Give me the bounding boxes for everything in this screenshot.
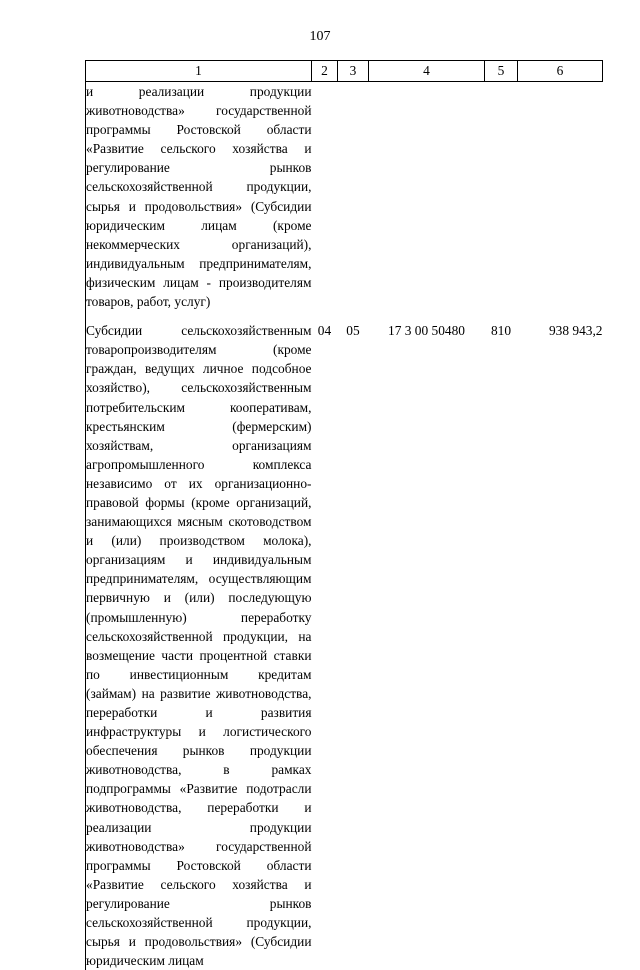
table-header-row [86, 61, 603, 82]
header-col-4: 4 [369, 61, 485, 82]
table-row-continuation [86, 82, 603, 312]
row-col-2: 04 [317, 323, 332, 339]
continuation-text: и реализации продукции животноводства» государственной программы Ростовской области «Развитие сельского хозяйства и регулирование рынков сельскохозяйственной продукции, сырья и продовольствия» (Субсидии юридическим лицам (кроме некоммерческих организаций), индивидуальным предпринимателям, физическим лицам - производителям товаров, работ, услуг) [86, 84, 312, 310]
row-col-6: 938 943,2 [548, 323, 603, 339]
row-col-3: 05 [346, 323, 360, 339]
table-row [86, 321, 603, 970]
header-col-2: 2 [312, 61, 338, 82]
header-col-6: 6 [518, 61, 603, 82]
continuation-text-cell [86, 82, 312, 312]
row-description: Субсидии сельскохозяйственным товаропроизводителям (кроме граждан, ведущих личное подсобное хозяйство), сельскохозяйственным потребительским кооперативам, крестьянским (фермерским) хозяйствам, организациям агропромышленного комплекса независимо от их организационно-правовой формы (кроме организаций, занимающихся мясным скотоводством и (или) производством молока), организациям и индивидуальным предпринимателям, осуществляющим первичную и (или) последующую (промышленную) переработку сельскохозяйственной продукции, на возмещение части процентной ставки по инвестиционным кредитам (займам) на развитие животноводства, переработки и развития инфраструктуры и логистического обеспечения рынков продукции животноводства, в рамках подпрограммы «Развитие подотрасли животноводства, переработки и реализации продукции животноводства» государственной программы Ростовской области «Развитие сельского хозяйства и регулирование рынков сельскохозяйственной продукции, сырья и продовольствия» (Субсидии юридическим лицам [86, 323, 312, 969]
row-text-cell [86, 321, 312, 970]
row-col-5: 810 [490, 323, 512, 339]
budget-table [85, 60, 603, 970]
header-col-1: 1 [86, 61, 312, 82]
header-col-3: 3 [338, 61, 369, 82]
page-number: 107 [309, 29, 331, 44]
row-col-4: 17 3 00 50480 [388, 323, 465, 339]
header-col-5: 5 [485, 61, 518, 82]
